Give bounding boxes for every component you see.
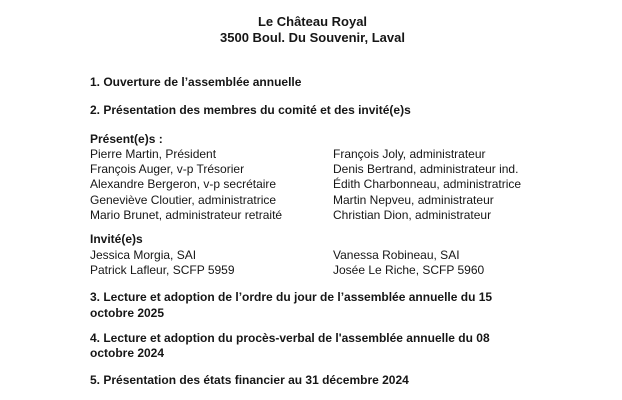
attendee-name: François Joly, administrateur bbox=[333, 146, 486, 161]
venue-address: 3500 Boul. Du Souvenir, Laval bbox=[220, 29, 405, 45]
agenda-item-3: 3. Lecture et adoption de l’ordre du jour de l’assemblée annuelle du 15 octobre 2025 bbox=[90, 290, 493, 320]
present-section bbox=[90, 132, 535, 224]
invitees-right-column bbox=[333, 248, 535, 279]
invitee-name: Patrick Lafleur, SCFP 5959 bbox=[90, 262, 235, 277]
document-body bbox=[90, 0, 535, 389]
invitees-heading: Invité(e)s bbox=[90, 232, 143, 247]
attendee-name: Denis Bertrand, administrateur ind. bbox=[333, 162, 519, 177]
present-right-column bbox=[333, 147, 535, 223]
attendee-name: Alexandre Bergeron, v-p secrétaire bbox=[90, 177, 277, 192]
agenda-item-4: 4. Lecture et adoption du procès-verbal de l'assemblée annuelle du 08 octobre 2024 bbox=[90, 330, 490, 361]
attendee-name: Pierre Martin, Président bbox=[90, 146, 217, 161]
attendee-name: Geneviève Cloutier, administratrice bbox=[90, 192, 277, 207]
document-header bbox=[90, 0, 535, 45]
venue-name: Le Château Royal bbox=[257, 14, 368, 29]
agenda-item-2: 2. Présentation des membres du comité et des invité(e)s bbox=[90, 103, 411, 118]
attendee-name: Mario Brunet, administrateur retraité bbox=[90, 208, 283, 223]
invitees-columns bbox=[90, 248, 535, 279]
agenda-item-5: 5. Présentation des états financier au 31 décembre 2024 bbox=[90, 373, 409, 388]
invitees-left-column bbox=[90, 248, 333, 279]
invitee-name: Jessica Morgia, SAI bbox=[90, 247, 197, 262]
present-columns bbox=[90, 147, 535, 223]
present-heading: Présent(e)s : bbox=[90, 131, 163, 146]
invitee-name: Vanessa Robineau, SAI bbox=[333, 247, 460, 262]
attendee-name: Martin Nepveu, administrateur bbox=[333, 192, 494, 207]
agenda-item-1: 1. Ouverture de l’assemblée annuelle bbox=[90, 75, 302, 89]
attendee-name: François Auger, v-p Trésorier bbox=[90, 162, 245, 177]
present-left-column bbox=[90, 147, 333, 223]
invitees-section bbox=[90, 232, 535, 278]
attendee-name: Édith Charbonneau, administratrice bbox=[333, 177, 522, 192]
attendee-name: Christian Dion, administrateur bbox=[333, 208, 492, 223]
invitee-name: Josée Le Riche, SCFP 5960 bbox=[333, 262, 485, 277]
